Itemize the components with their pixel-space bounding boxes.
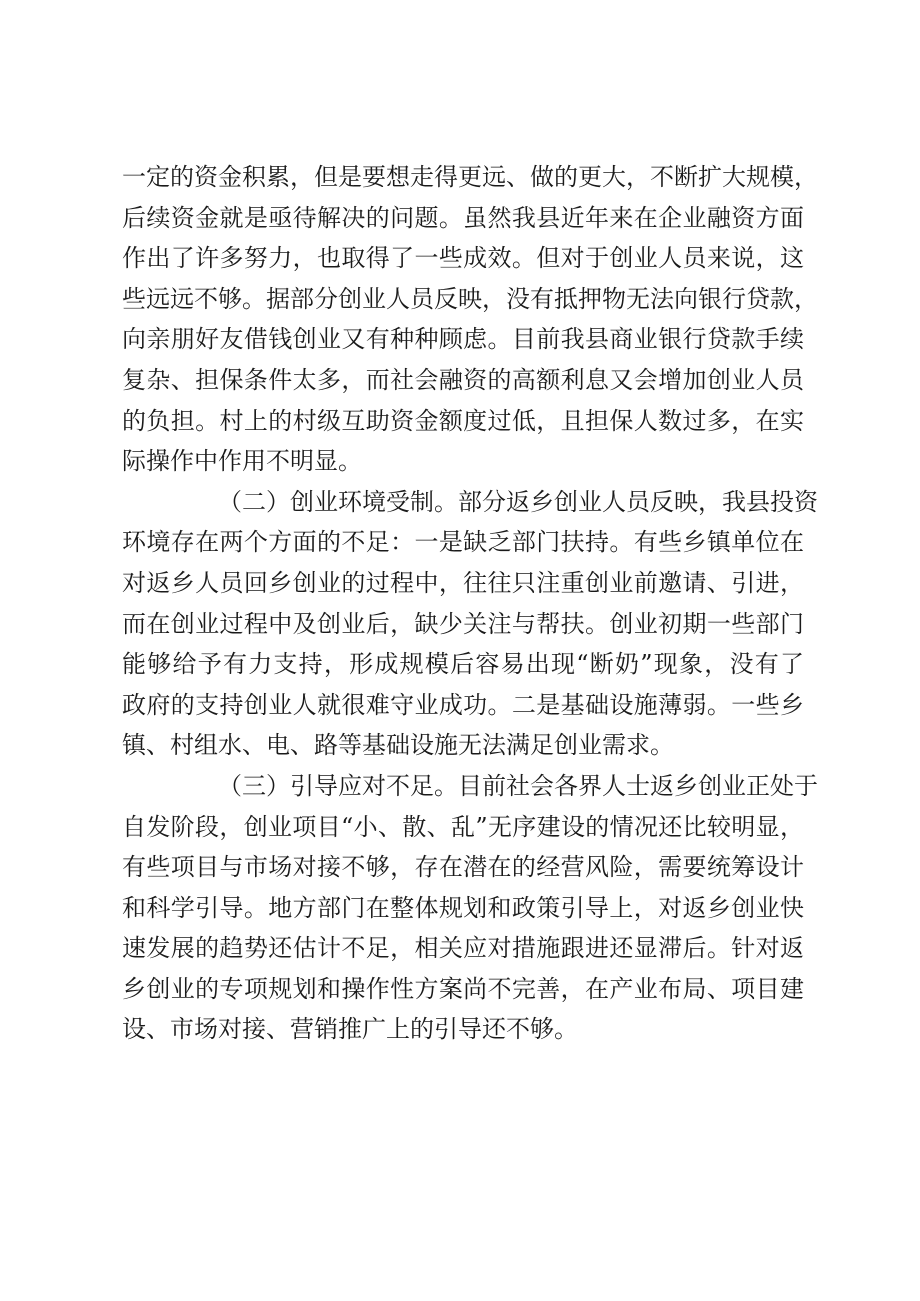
document-body [122, 157, 818, 1050]
paragraph-funding [122, 157, 818, 482]
text-line: 能够给予有力支持，形成规模后容易出现“断奶”现象，没有了 [122, 650, 804, 679]
text-line: 乡创业的专项规划和操作性方案尚不完善，在产业布局、项目建 [122, 974, 804, 1003]
section-heading-line: （二）创业环境受制。部分返乡创业人员反映，我县投资 [218, 487, 818, 516]
text-line: 镇、村组水、电、路等基础设施无法满足创业需求。 [122, 731, 674, 760]
paragraph-guidance [122, 766, 818, 1050]
section-heading-line: （三）引导应对不足。目前社会各界人士返乡创业正处于 [218, 771, 818, 800]
text-line: 而在创业过程中及创业后，缺少关注与帮扶。创业初期一些部门 [122, 609, 804, 638]
paragraph-environment [122, 482, 818, 766]
text-line: 际操作中作用不明显。 [122, 447, 362, 476]
text-line: 对返乡人员回乡创业的过程中，往往只注重创业前邀请、引进， [122, 568, 804, 597]
text-line: 作出了许多努力，也取得了一些成效。但对于创业人员来说，这 [122, 244, 804, 273]
text-line: 设、市场对接、营销推广上的引导还不够。 [122, 1015, 578, 1044]
text-line: 政府的支持创业人就很难守业成功。二是基础设施薄弱。一些乡 [122, 690, 804, 719]
text-line: 向亲朋好友借钱创业又有种种顾虑。目前我县商业银行贷款手续 [122, 325, 804, 354]
text-line: 环境存在两个方面的不足：一是缺乏部门扶持。有些乡镇单位在 [122, 528, 804, 557]
text-line: 后续资金就是亟待解决的问题。虽然我县近年来在企业融资方面 [122, 203, 804, 232]
text-line: 一定的资金积累，但是要想走得更远、做的更大，不断扩大规模， [122, 163, 818, 191]
text-line: 些远远不够。据部分创业人员反映，没有抵押物无法向银行贷款， [122, 284, 818, 313]
text-line: 复杂、担保条件太多，而社会融资的高额利息又会增加创业人员 [122, 365, 804, 394]
text-line: 自发阶段，创业项目“小、散、乱”无序建设的情况还比较明显， [122, 812, 804, 841]
text-line: 的负担。村上的村级互助资金额度过低，且担保人数过多，在实 [122, 406, 804, 435]
text-line: 有些项目与市场对接不够，存在潜在的经营风险，需要统筹设计 [122, 853, 804, 882]
text-line: 速发展的趋势还估计不足，相关应对措施跟进还显滞后。针对返 [122, 934, 804, 963]
text-line: 和科学引导。地方部门在整体规划和政策引导上，对返乡创业快 [122, 893, 804, 922]
